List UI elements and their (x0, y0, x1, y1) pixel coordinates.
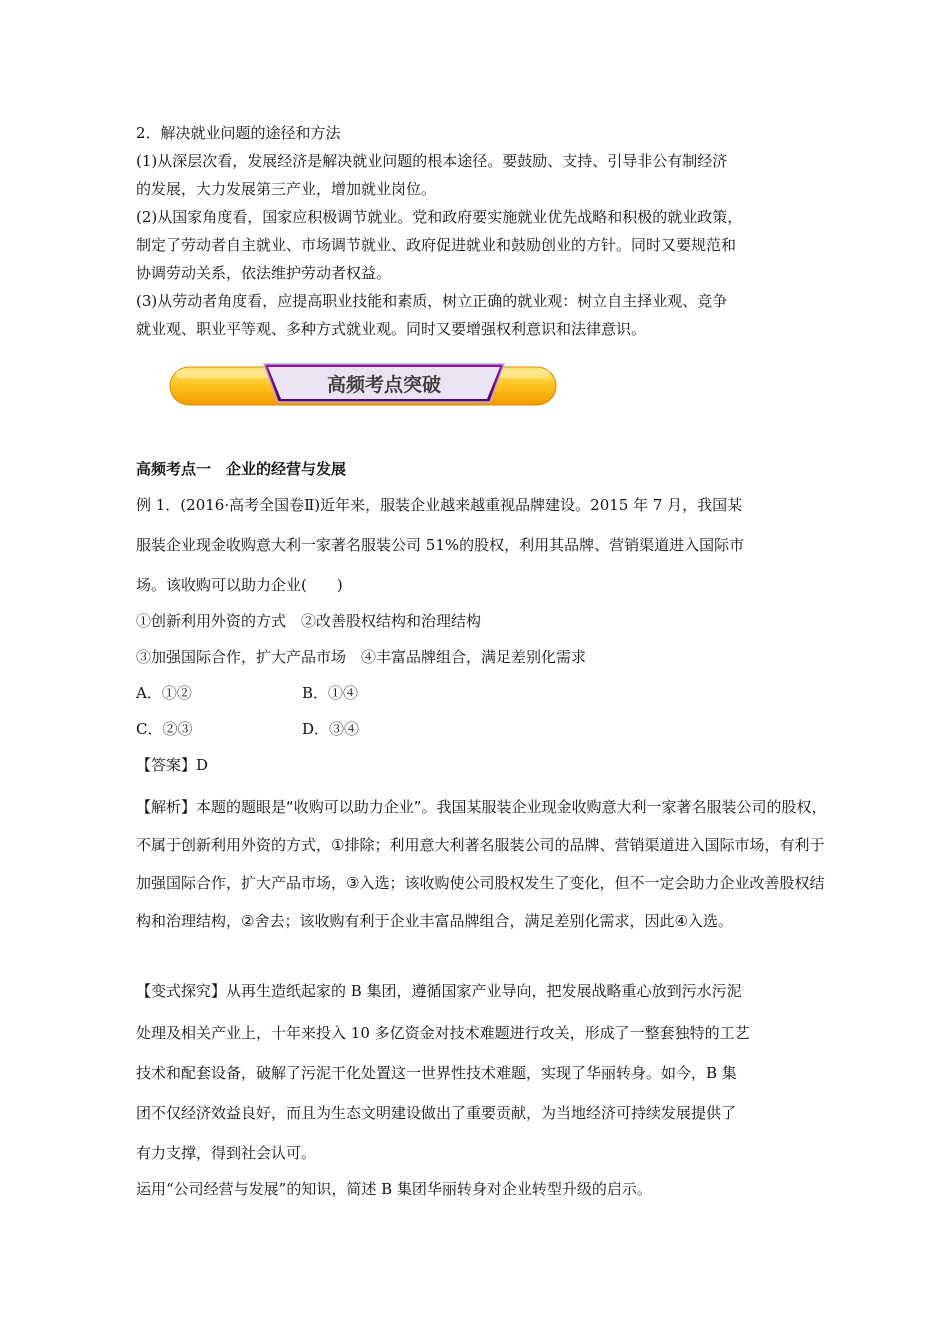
analysis-line: 构和治理结构，②舍去；该收购有利于企业丰富品牌组合，满足差别化需求，因此④入选。 (136, 912, 733, 930)
analysis-line: 不属于创新利用外资的方式，①排除；利用意大利著名服装公司的品牌、营销渠道进入国际市场，有利于 (136, 836, 825, 854)
answer-line: 【答案】D (136, 756, 209, 774)
variant-line: 有力支撑，得到社会认可。 (136, 1144, 317, 1162)
variant-line: 技术和配套设备，破解了污泥干化处置这一世界性技术难题，实现了华丽转身。如今，B 集 (136, 1064, 737, 1082)
example-line: ③加强国际合作，扩大产品市场 ④丰富品牌组合，满足差别化需求 (136, 648, 587, 666)
kaodian-title: 高频考点一 企业的经营与发展 (136, 460, 347, 478)
option-d: D．③④ (302, 720, 360, 738)
example-line: 场。该收购可以助力企业( ) (136, 576, 343, 594)
example-line: 服装企业现金收购意大利一家著名服装公司 51%的股权，利用其品牌、营销渠道进入国际市 (136, 536, 745, 554)
option-c: C．②③ (136, 720, 193, 738)
option-a: A．①② (136, 684, 192, 702)
section-heading: 2．解决就业问题的途径和方法 (136, 124, 341, 142)
section-text-line: (2)从国家角度看，国家应积极调节就业。党和政府要实施就业优先战略和积极的就业政策， (136, 208, 743, 226)
option-b: B．①④ (302, 684, 359, 702)
section-text-line: 制定了劳动者自主就业、市场调节就业、政府促进就业和鼓励创业的方针。同时又要规范和 (136, 236, 737, 254)
question-line: 运用“公司经营与发展”的知识，简述 B 集团华丽转身对企业转型升级的启示。 (136, 1180, 652, 1198)
analysis-line: 加强国际合作，扩大产品市场，③入选；该收购使公司股权发生了变化，但不一定会助力企业改善股权结 (136, 874, 825, 892)
section-text-line: (3)从劳动者角度看，应提高职业技能和素质，树立正确的就业观：树立自主择业观、竞争 (136, 292, 728, 310)
banner-label: 高频考点突破 (326, 374, 442, 396)
variant-line: 【变式探究】从再生造纸起家的 B 集团，遵循国家产业导向，把发展战略重心放到污水污泥 (136, 982, 742, 1000)
variant-line: 处理及相关产业上，十年来投入 10 多亿资金对技术难题进行攻关，形成了一整套独特的工艺 (136, 1024, 750, 1042)
example-line: 例 1．(2016·高考全国卷Ⅱ)近年来，服装企业越来越重视品牌建设。2015 年 7 月，我国某 (136, 496, 743, 514)
section-text-line: 的发展，大力发展第三产业，增加就业岗位。 (136, 180, 437, 198)
section-text-line: 协调劳动关系，依法维护劳动者权益。 (136, 264, 392, 282)
example-line: ①创新利用外资的方式 ②改善股权结构和治理结构 (136, 612, 482, 630)
section-banner (168, 358, 558, 410)
section-text-line: (1)从深层次看，发展经济是解决就业问题的根本途径。要鼓励、支持、引导非公有制经济 (136, 152, 728, 170)
section-text-line: 就业观、职业平等观、多种方式就业观。同时又要增强权利意识和法律意识。 (136, 320, 647, 338)
variant-line: 团不仅经济效益良好，而且为生态文明建设做出了重要贡献，为当地经济可持续发展提供了 (136, 1104, 737, 1122)
analysis-line: 【解析】本题的题眼是“收购可以助力企业”。我国某服装企业现金收购意大利一家著名服装公司的股权， (136, 798, 827, 816)
